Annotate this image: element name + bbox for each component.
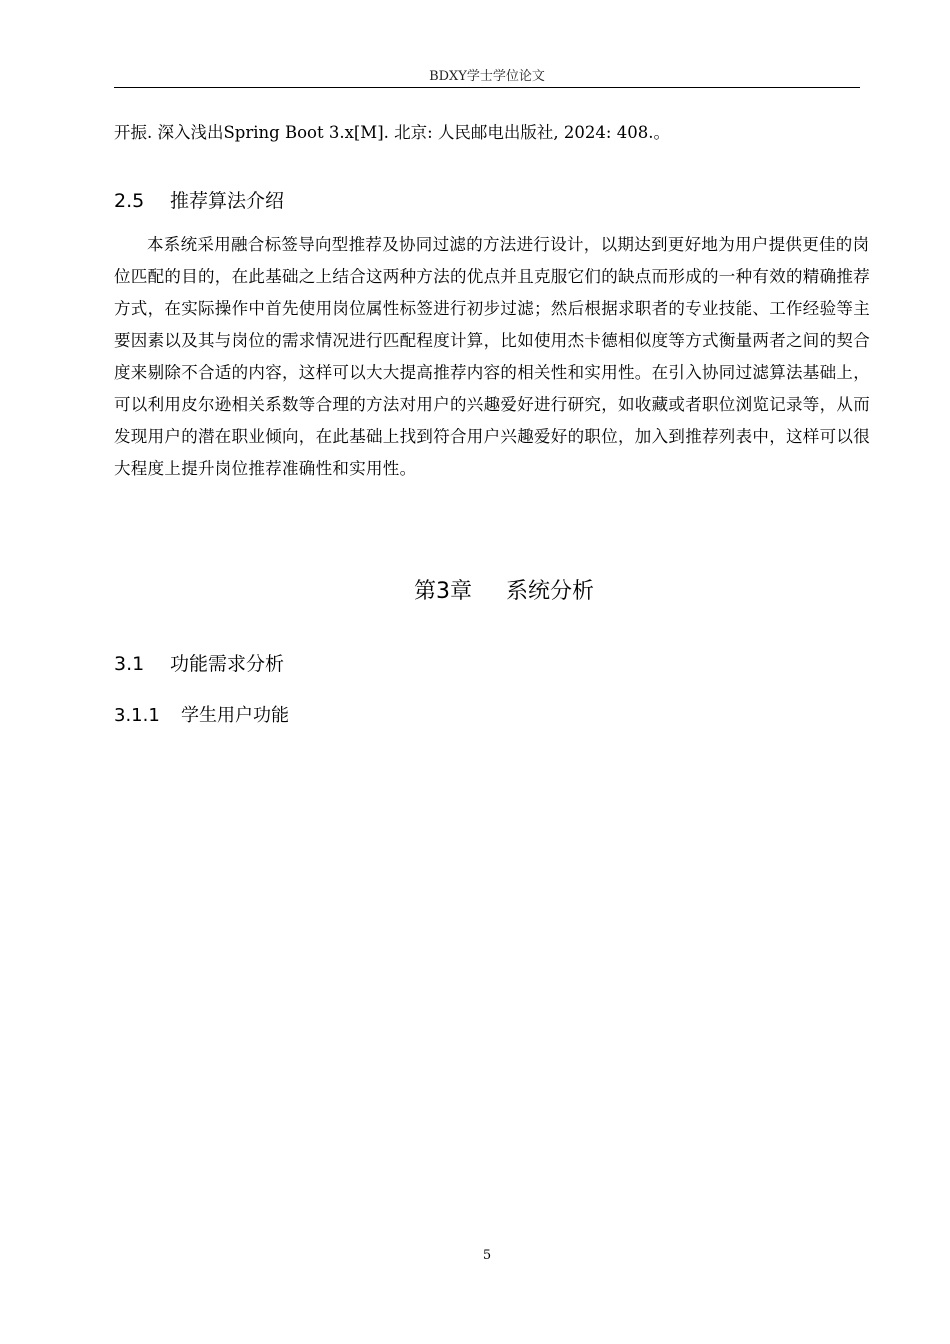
- section-number: 2.5: [114, 190, 145, 212]
- chapter-heading: [114, 576, 894, 608]
- header-title: BDXY学士学位论文: [429, 69, 545, 84]
- chapter-title: 系统分析: [505, 579, 594, 604]
- subsection-heading-3-1-1: [114, 702, 289, 730]
- running-header: [114, 66, 860, 88]
- subsection-title: 学生用户功能: [181, 705, 289, 726]
- body-paragraph: 本系统采用融合标签导向型推荐及协同过滤的方法进行设计，以期达到更好地为用户提供更佳的岗位匹配的目的，在此基础之上结合这两种方法的优点并且克服它们的缺点而形成的一种有效的精确推荐方式，在实际操作中首先使用岗位属性标签进行初步过滤；然后根据求职者的专业技能、工作经验等主要因素以及其与岗位的需求情况进行匹配程度计算，比如使用杰卡德相似度等方式衡量两者之间的契合度来剔除不合适的内容，这样可以大大提高推荐内容的相关性和实用性。在引入协同过滤算法基础上，可以利用皮尔逊相关系数等合理的方法对用户的兴趣爱好进行研究，如收藏或者职位浏览记录等，从而发现用户的潜在职业倾向，在此基础上找到符合用户兴趣爱好的职位，加入到推荐列表中，这样可以很大程度上提升岗位推荐准确性和实用性。: [114, 235, 870, 478]
- reference-entry-tail: 开振. 深入浅出Spring Boot 3.x[M]. 北京: 人民邮电出版社, 2024: 408.。: [114, 123, 670, 142]
- section-heading-3-1: [114, 650, 284, 678]
- section-heading-2-5: [114, 187, 284, 215]
- subsection-number: 3.1.1: [114, 705, 160, 726]
- section-title: 推荐算法介绍: [170, 190, 285, 212]
- section-number: 3.1: [114, 653, 145, 675]
- chapter-number: 第3章: [413, 579, 472, 604]
- page-number: 5: [482, 1248, 492, 1263]
- section-title: 功能需求分析: [170, 653, 285, 675]
